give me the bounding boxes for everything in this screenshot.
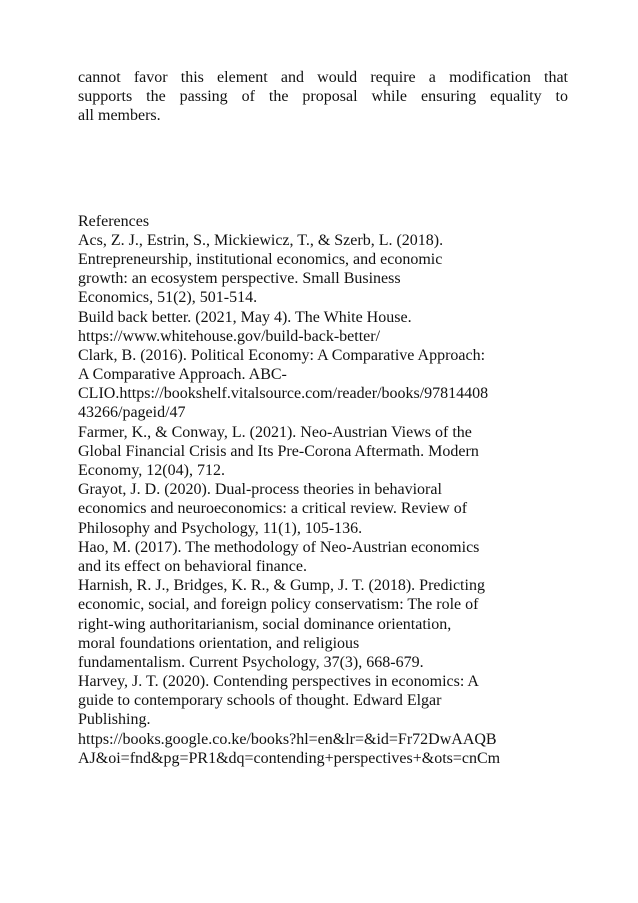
reference-line: guide to contemporary schools of thought. Edward Elgar (78, 692, 442, 710)
reference-line: Harvey, J. T. (2020). Contending perspectives in economics: A (78, 673, 479, 691)
reference-line: Harnish, R. J., Bridges, K. R., & Gump, J. T. (2018). Predicting (78, 577, 485, 595)
reference-line: right-wing authoritarianism, social dominance orientation, (78, 615, 452, 633)
reference-line: A Comparative Approach. ABC- (78, 366, 287, 384)
reference-line: Grayot, J. D. (2020). Dual-process theories in behavioral (78, 481, 442, 499)
paragraph-line: all members. (78, 107, 161, 125)
reference-line: moral foundations orientation, and religious (78, 634, 360, 652)
reference-list (78, 231, 568, 768)
reference-line: economic, social, and foreign policy conservatism: The role of (78, 596, 479, 614)
reference-line: Acs, Z. J., Estrin, S., Mickiewicz, T., & Szerb, L. (2018). (78, 231, 444, 249)
reference-line: Economy, 12(04), 712. (78, 462, 225, 479)
reference-link[interactable]: CLIO.https://bookshelf.vitalsource.com/reader/books/97814408 (78, 385, 489, 403)
reference-link[interactable]: 43266/pageid/47 (78, 404, 186, 422)
reference-link[interactable]: https://books.google.co.ke/books?hl=en&lr=&id=Fr72DwAAQB (78, 730, 497, 748)
reference-line: growth: an ecosystem perspective. Small Business (78, 270, 401, 288)
reference-line: Philosophy and Psychology, 11(1), 105-136. (78, 519, 363, 537)
references-heading: References (78, 212, 150, 230)
reference-line: Publishing. (78, 711, 151, 729)
reference-line: Economics, 51(2), 501-514. (78, 289, 258, 307)
document-page (78, 68, 568, 768)
reference-line: and its effect on behavioral finance. (78, 557, 307, 575)
reference-line: Hao, M. (2017). The methodology of Neo-Austrian economics (78, 538, 480, 556)
reference-line: Clark, B. (2016). Political Economy: A Comparative Approach: (78, 346, 486, 364)
paragraph-line: cannot favor this element and would require a modification that (78, 69, 568, 86)
reference-link[interactable]: https://www.whitehouse.gov/build-back-better/ (78, 327, 381, 345)
section-gap (78, 126, 568, 212)
body-paragraph (78, 68, 568, 126)
reference-line: Farmer, K., & Conway, L. (2021). Neo-Austrian Views of the (78, 423, 472, 441)
paragraph-line: supports the passing of the proposal while ensuring equality to (78, 88, 568, 106)
reference-line: economics and neuroeconomics: a critical review. Review of (78, 500, 468, 518)
reference-line: Build back better. (2021, May 4). The White House. (78, 308, 412, 326)
reference-line: Global Financial Crisis and Its Pre-Corona Aftermath. Modern (78, 442, 479, 460)
reference-line: fundamentalism. Current Psychology, 37(3), 668-679. (78, 653, 424, 671)
reference-link[interactable]: AJ&oi=fnd&pg=PR1&dq=contending+perspectives+&ots=cnCm (78, 749, 501, 767)
reference-line: Entrepreneurship, institutional economics, and economic (78, 250, 443, 268)
